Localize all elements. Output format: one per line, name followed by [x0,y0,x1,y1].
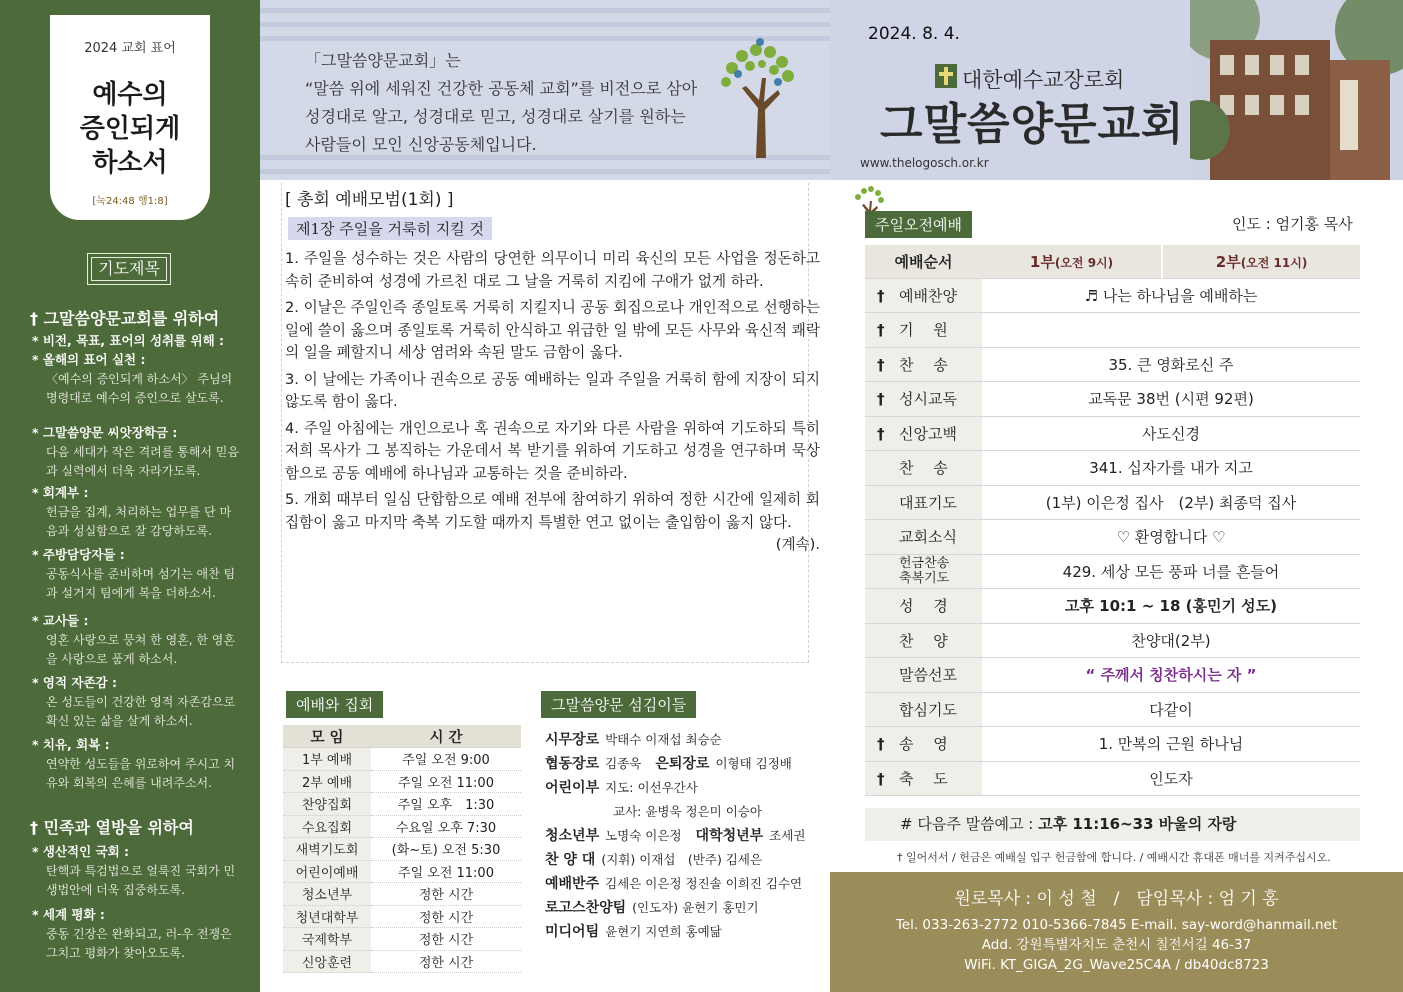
service-item-value: 35. 큰 영화로신 주 [982,347,1360,382]
service-row [865,727,1360,762]
prayer-item-desc: 공동식사를 준비하며 섬기는 애찬 팀과 설거지 팀에게 복을 더하소서. [46,566,236,600]
servant-names: 김종욱 [605,756,642,771]
cross-icon: † [877,424,885,443]
motto-year: 2024 교회 표어 [84,41,176,56]
denomination: 대한예수교장로회 [962,68,1125,92]
meeting-row [283,793,521,816]
service-item-value: 교독문 38번 (시편 92편) [982,382,1360,417]
meeting-row [283,928,521,951]
servant-role: 대학청년부 [695,828,764,844]
servant-line [545,848,825,872]
prayer-item-title: * 주방담당자들 : [32,547,125,562]
servant-line [545,920,825,944]
article-heading: [ 총회 예배모범(1회) ] [285,190,454,210]
motto-card [50,15,210,220]
church-name: 그말씀양문교회 [880,99,1185,150]
service-item-label: 예배찬양 [899,286,957,305]
prayer-item-title: * 영적 자존감 : [32,675,117,690]
service-item-value: 인도자 [982,761,1360,796]
meeting-name: 신앙훈련 [283,950,371,973]
service-item-value: 1. 만복의 근원 하나님 [982,727,1360,762]
servant-role: 미디어팀 [545,924,600,940]
prayer-item-desc: 탄핵과 특검법으로 얼룩진 국회가 민생법안에 더욱 집중하도록. [46,863,236,897]
article-continued: (계속). [775,536,820,553]
servant-line [545,800,825,824]
prayer-item [32,423,242,482]
servant-names: 이형태 김정배 [715,756,792,771]
service-item-label: 성 경 [899,597,948,616]
prayer-item [32,331,242,351]
service-item-value: 찬양대(2부) [982,623,1360,658]
service-item-name [865,761,982,796]
article-para: 1. 주일을 성수하는 것은 사람의 당연한 의무이니 미리 육신의 모든 사업을 정돈하고 속히 준비하여 성경에 가르친 대로 그 날을 거룩히 지킴에 구애가 없게 하라. [285,250,820,290]
service-item-name [865,692,982,727]
service-item-value: 341. 십자가를 내가 지고 [982,451,1360,486]
service-item-name [865,727,982,762]
meeting-row [283,838,521,861]
servant-line [545,896,825,920]
servant-names: (인도자) 윤현기 홍민기 [632,900,759,915]
service-item-value: 다같이 [982,692,1360,727]
servant-line [545,752,825,776]
servant-names: 지도: 이선우간사 [605,780,698,795]
meeting-time: 주일 오전 9:00 [371,748,521,771]
service-row [865,589,1360,624]
service-row [865,554,1360,589]
meeting-time: 정한 시간 [371,905,521,928]
service-row [865,347,1360,382]
service-item-label: 말씀선포 [899,666,957,685]
motto-ref: [눅24:48 행1:8] [92,196,168,207]
motto-text: 예수의 증인되게 하소서 [79,80,181,178]
service-item-value: ♬ 나는 하나님을 예배하는 [982,278,1360,313]
col-header-order: 예배순서 [865,245,982,278]
service-item-value: 429. 세상 모든 풍파 너를 흔들어 [982,554,1360,589]
contact-phone-email: Tel. 033-263-2772 010-5366-7845 E-mail. say-word@hanmail.net [895,917,1338,933]
prayer-item-desc: 연약한 성도들을 위로하여 주시고 치유와 회복의 은혜를 내려주소서. [46,756,236,790]
church-building-image [1190,0,1403,180]
prayer-item-title: * 치유, 회복 : [32,737,110,752]
prayer-item-desc: 헌금을 집계, 처리하는 업무를 단 마음과 성실함으로 잘 감당하도록. [46,504,232,538]
service-item-value [982,313,1360,348]
cross-icon: † [877,735,885,754]
pastors: 원로목사 : 이 성 철 / 담임목사 : 엄 기 홍 [954,889,1279,909]
meeting-time: 정한 시간 [371,883,521,906]
prayer-item [32,483,242,542]
service-item-name [865,520,982,555]
contact-address: Add. 강원특별자치도 춘천시 칠전서길 46-37 [981,937,1252,953]
prayer-section-church: † 그말씀양문교회를 위하여 [30,309,220,328]
service-item-value: “ 주께서 칭찬하시는 자 ” [982,658,1360,693]
meeting-name: 청년대학부 [283,905,371,928]
servant-line [545,728,825,752]
service-leader: 인도 : 엄기홍 목사 [1232,215,1353,233]
meeting-name: 찬양집회 [283,793,371,816]
article-body [285,248,820,557]
service-order-table [865,245,1360,796]
prayer-item [32,350,242,409]
service-row [865,623,1360,658]
prayer-item-title: * 교사들 : [32,613,89,628]
prayer-item-title: * 비전, 목표, 표어의 성취를 위해 : [32,333,225,348]
service-row [865,692,1360,727]
service-item-label: 신앙고백 [899,424,957,443]
meeting-row [283,860,521,883]
tree-icon [712,38,807,158]
servant-role: 시무장로 [545,732,600,748]
service-item-label: 헌금찬송 축복기도 [899,556,950,587]
meetings-title: 예배와 집회 [286,691,383,718]
service-row [865,485,1360,520]
meeting-row [283,815,521,838]
prayer-item-title: * 회계부 : [32,485,89,500]
church-url[interactable]: www.thelogosch.or.kr [860,156,989,170]
cross-icon: † [877,286,885,305]
servant-role: 로고스찬양팀 [545,900,627,916]
prayer-item-desc: 다음 세대가 작은 격려를 통해서 믿음과 실력에서 더욱 자라가도록. [46,444,239,478]
prayer-item-title: * 올해의 표어 실천 : [32,352,146,367]
meeting-name: 1부 예배 [283,748,371,771]
servant-role: 예배반주 [545,876,600,892]
service-item-label: 대표기도 [899,493,957,512]
service-item-label: 송 영 [899,735,948,754]
service-item-name [865,313,982,348]
service-item-label: 찬 송 [899,355,948,374]
service-title: 주일오전예배 [865,211,972,238]
service-note: † 일어서서 / 헌금은 예배실 입구 헌금함에 합니다. / 예배시간 휴대폰 매너를 지켜주십시오. [897,851,1331,864]
meeting-time: 정한 시간 [371,950,521,973]
prayer-item [32,735,242,794]
service-row [865,520,1360,555]
prayer-item-desc: 〈예수의 증인되게 하소서〉 주님의 명령대로 예수의 증인으로 살도록. [46,371,233,405]
prayer-item-title: * 세계 평화 : [32,907,105,922]
next-week-preview: # 다음주 말씀예고 : 고후 11:16~33 바울의 자랑 [865,808,1360,841]
article-para: 4. 주일 아침에는 개인으로나 혹 권속으로 자기와 다른 사람을 위하여 기도하되 특히 저희 목사가 그 봉직하는 가운데서 복 받기를 위하여 기도하고 성경을 연구하며 묵상함으로 공동 예배에 하나님과 교통하는 것을 준비하라. [285,419,820,482]
meeting-time: 주일 오전 11:00 [371,860,521,883]
cross-icon: † [877,355,885,374]
servant-names: 윤현기 지연희 홍예닮 [605,924,722,939]
servant-line [545,824,825,848]
service-row [865,278,1360,313]
service-item-name [865,416,982,451]
service-item-value: ♡ 환영합니다 ♡ [982,520,1360,555]
prayer-item-desc: 중동 긴장은 완화되고, 러-우 전쟁은 그치고 평화가 찾아오도록. [46,926,232,960]
service-item-name [865,658,982,693]
prayer-item [32,611,242,670]
servants-title: 그말씀양문 섬김이들 [541,691,696,718]
service-item-label: 성시교독 [899,390,957,409]
meeting-time: 수요일 오후 7:30 [371,815,521,838]
service-item-name [865,451,982,486]
article-chapter: 제1장 주일을 거룩히 지킬 것 [288,217,492,240]
meeting-time: 주일 오전 11:00 [371,770,521,793]
col-header-meeting: 모 임 [283,725,371,748]
servant-names: 교사: 윤병욱 정은미 이승아 [613,804,762,819]
service-row [865,313,1360,348]
prayer-heading: 기도제목 [87,253,171,285]
service-row [865,382,1360,417]
service-item-value: 고후 10:1 ~ 18 (홍민기 성도) [982,589,1360,624]
service-item-name [865,278,982,313]
meeting-name: 새벽기도회 [283,838,371,861]
servant-line [545,776,825,800]
service-item-value: 사도신경 [982,416,1360,451]
meeting-name: 국제학부 [283,928,371,951]
meeting-row [283,770,521,793]
service-item-value: (1부) 이은정 집사 (2부) 최종덕 집사 [982,485,1360,520]
meeting-time: (화~토) 오전 5:30 [371,838,521,861]
service-item-name [865,589,982,624]
servant-role: 찬 양 대 [545,852,596,868]
bulletin-date: 2024. 8. 4. [868,24,960,44]
service-row [865,658,1360,693]
prayer-item [32,673,242,732]
meeting-time: 정한 시간 [371,928,521,951]
meeting-row [283,883,521,906]
servant-role: 협동장로 [545,756,600,772]
service-item-label: 찬 송 [899,459,948,478]
service-item-label: 합심기도 [899,700,957,719]
service-item-name [865,554,982,589]
prayer-item-title: * 생산적인 국회 : [32,844,130,859]
meeting-row [283,748,521,771]
service-item-name [865,382,982,417]
meeting-name: 수요집회 [283,815,371,838]
servant-role: 은퇴장로 [655,756,710,772]
servant-role: 어린이부 [545,780,600,796]
meeting-name: 2부 예배 [283,770,371,793]
meeting-row [283,950,521,973]
servant-names: 노명숙 이은정 [605,828,682,843]
servant-line [545,872,825,896]
servant-names: 김세은 이은정 정진솔 이희진 김수연 [605,876,803,891]
prayer-item-desc: 온 성도들이 건강한 영적 자존감으로 확신 있는 삶을 살게 하소서. [46,694,236,728]
meeting-row [283,905,521,928]
meeting-time: 주일 오후 1:30 [371,793,521,816]
service-item-name [865,485,982,520]
servant-names: 박태수 이재섭 최승순 [605,732,722,747]
church-contact [830,872,1403,992]
meeting-name: 청소년부 [283,883,371,906]
service-row [865,451,1360,486]
service-item-name [865,623,982,658]
meeting-name: 어린이예배 [283,860,371,883]
service-item-label: 찬 양 [899,631,948,650]
servant-names: 조세권 [769,828,806,843]
article-para: 5. 개회 때부터 일심 단합함으로 예배 전부에 참여하기 위하여 정한 시간에 일제히 회집함이 옳고 마지막 축복 기도할 때까지 특별한 연고 없이는 출입함이 옳지 않다. (계속). [285,489,820,534]
article-para: 2. 이날은 주일인즉 종일토록 거룩히 지킬지니 공동 회집으로나 개인적으로 선행하는 일에 쓸이 옳으며 종일토록 거룩히 안식하고 위급한 일 밖에 모든 사무와 육신적 쾌락의 일을 폐할지니 세상 염려와 속된 말도 금함이 옳다. [285,299,820,361]
prayer-item [32,905,242,964]
article-para: 3. 이 날에는 가족이나 권속으로 공동 예배하는 일과 주일을 거룩히 함에 지장이 되지 않도록 함이 옳다. [285,370,820,410]
cross-icon: † [877,769,885,788]
prayer-section-nation: † 민족과 열방을 위하여 [30,818,194,837]
service-item-name [865,347,982,382]
prayer-item-desc: 영혼 사랑으로 뭉쳐 한 영혼, 한 영혼을 사랑으로 품게 하소서. [46,632,235,666]
cross-icon: † [877,390,885,409]
prayer-item [32,545,242,604]
meetings-table [283,725,521,973]
service-row [865,761,1360,796]
service-item-label: 기 원 [899,321,948,340]
col-header-second: 2부(오전 11시) [1162,245,1360,278]
servants-list [545,728,825,944]
service-item-label: 교회소식 [899,528,957,547]
col-header-first: 1부(오전 9시) [982,245,1162,278]
cross-icon: † [877,321,885,340]
vision-intro: 「그말씀양문교회」는 “말씀 위에 세워진 건강한 공동체 교회”를 비전으로 삼아 성경대로 알고, 성경대로 믿고, 성경대로 살기를 원하는 사람들이 모인 신앙공동체입니다. [305,51,698,154]
servant-role: 청소년부 [545,828,600,844]
service-item-label: 축 도 [899,769,948,788]
service-row [865,416,1360,451]
servant-names: (지휘) 이재섭 (반주) 김세은 [601,852,763,867]
prayer-item-title: * 그말씀양문 씨앗장학금 : [32,425,178,440]
col-header-time: 시 간 [371,725,521,748]
contact-wifi: WiFi. KT_GIGA_2G_Wave25C4A / db40dc8723 [964,957,1269,973]
cross-logo-icon [935,64,957,88]
prayer-item [32,842,242,901]
